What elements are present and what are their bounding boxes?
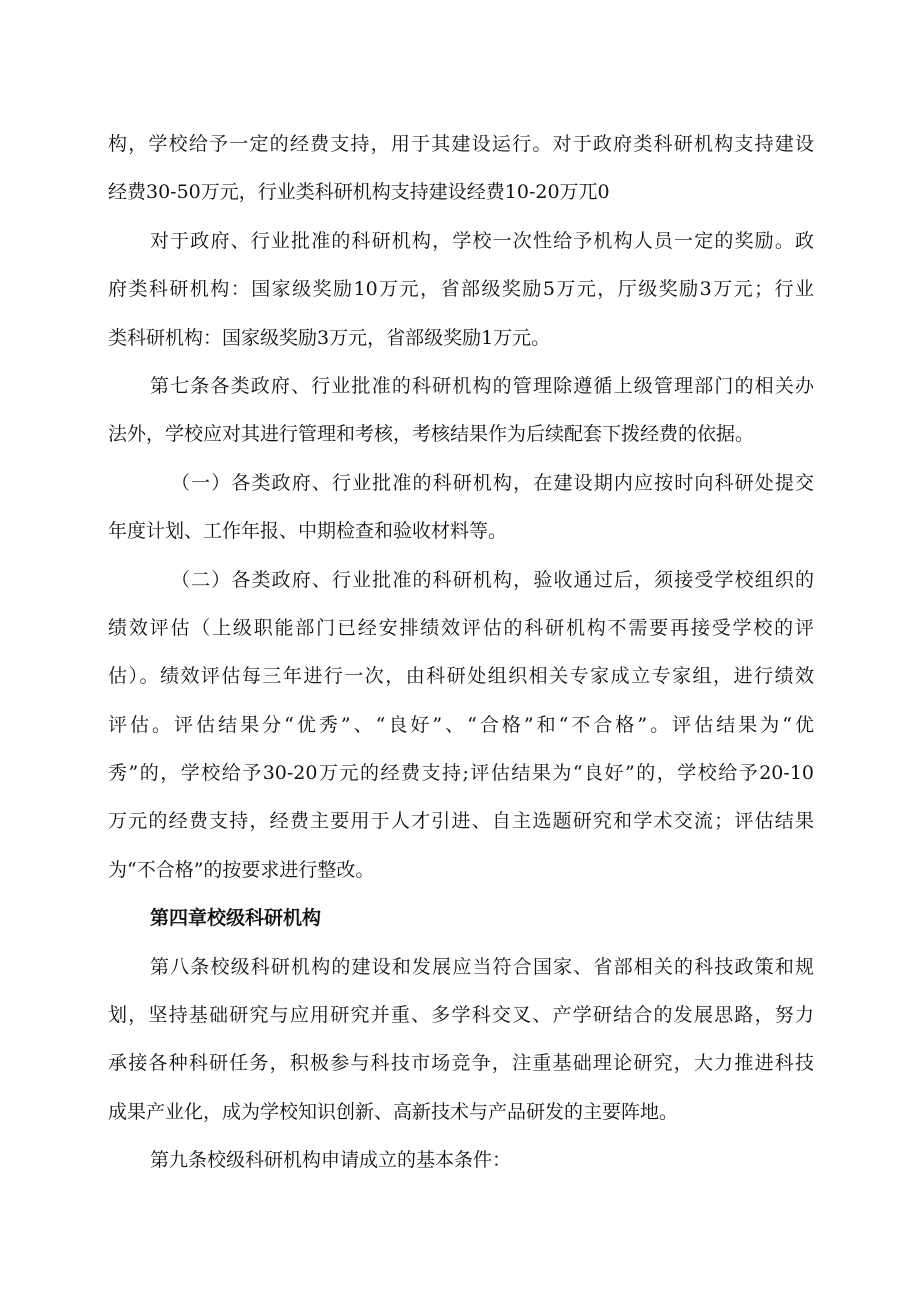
text-line: 绩效评估（上级职能部门已经安排绩效评估的科研机构不需要再接受学校的评 [108,616,814,639]
text-line: 评估。评估结果分“优秀”、“良好”、“合格”和“不合格”。评估结果为“优 [108,713,814,736]
text-line: （二）各类政府、行业批准的科研机构，验收通过后，须接受学校组织的 [171,568,814,591]
text-line: 构，学校给予一定的经费支持，用于其建设运行。对于政府类科研机构支持建设 [108,133,814,155]
text-line: 秀”的，学校给予30-20万元的经费支持;评估结果为“良好”的，学校给予20-10 [108,762,814,785]
paragraph-one-time-reward [108,217,814,362]
text-line: 划，坚持基础研究与应用研究并重、多学科交叉、产学研结合的发展思路，努力 [108,1004,814,1027]
text-line: 第八条校级科研机构的建设和发展应当符合国家、省部相关的科技政策和规 [150,955,814,978]
text-line: 类科研机构：国家级奖励3万元，省部级奖励1万元。 [108,326,551,349]
text-line: 成果产业化，成为学校知识创新、高新技术与产品研发的主要阵地。 [108,1100,679,1123]
text-line: 经费30-50万元，行业类科研机构支持建设经费10-20万兀0 [108,181,610,204]
paragraph-article-8 [108,943,814,1137]
text-line: 为“不合格”的按要求进行整改。 [108,858,375,881]
text-line: 府类科研机构：国家级奖励10万元，省部级奖励5万元，厅级奖励3万元；行业 [108,278,814,301]
text-line: 承接各种科研任务，积极参与科技市场竞争，注重基础理论研究，大力推进科技 [108,1052,814,1075]
paragraph-article-9 [108,1136,814,1184]
paragraph-item-1 [108,459,814,556]
text-line: 对于政府、行业批准的科研机构，学校一次性给予机构人员一定的奖励。政 [150,229,814,252]
document-page [108,120,814,1185]
text-line: 万元的经费支持，经费主要用于人才引进、自主选题研究和学术交流；评估结果 [108,810,814,833]
text-line: 年度计划、工作年报、中期检查和验收材料等。 [108,520,508,543]
paragraph-funding-support [108,120,814,217]
text-line: 法外，学校应对其进行管理和考核，考核结果作为后续配套下拨经费的依据。 [108,423,755,446]
text-line: 估）。绩效评估每三年进行一次，由科研处组织相关专家成立专家组，进行绩效 [108,665,814,688]
text-line: 第九条校级科研机构申请成立的基本条件： [150,1149,512,1172]
paragraph-item-2 [108,556,814,895]
chapter-4-heading [108,894,814,942]
text-line: 第七条各类政府、行业批准的科研机构的管理除遵循上级管理部门的相关办 [150,374,814,397]
chapter-heading: 第四章校级科研机构 [150,907,322,930]
text-line: （一）各类政府、行业批准的科研机构，在建设期内应按时向科研处提交 [171,471,814,494]
paragraph-article-7 [108,362,814,459]
